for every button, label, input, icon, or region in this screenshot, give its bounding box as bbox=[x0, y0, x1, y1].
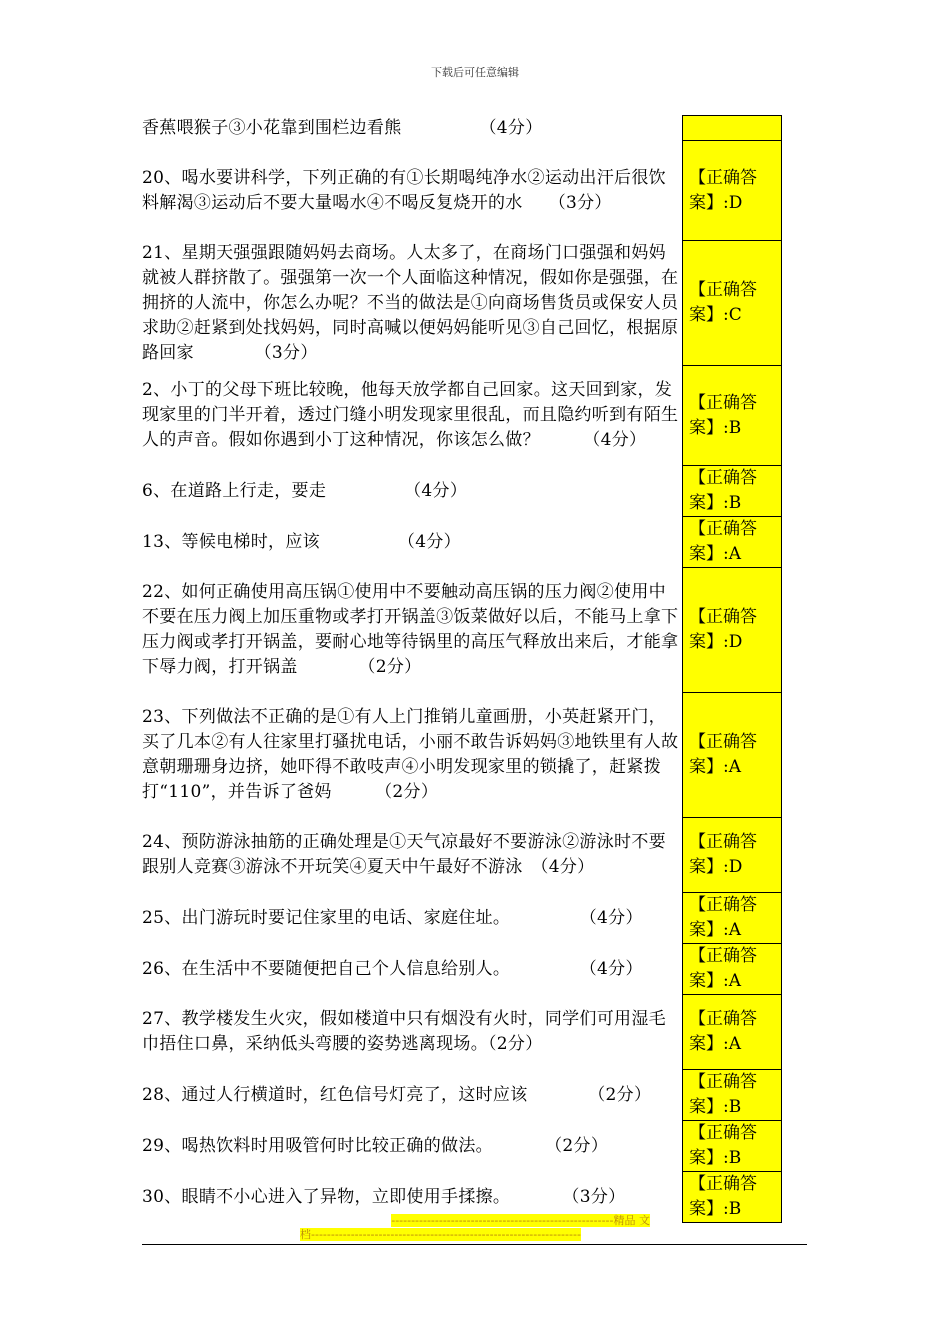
footer-text-1: --------------------------------------------------------精品 文 bbox=[391, 1214, 650, 1227]
question-text: 2、小丁的父母下班比较晚，他每天放学都自己回家。这天回到家，发现家里的门半开着，透过门缝小明发现家里很乱，而且隐约听到有陌生人的声音。假如你遇到小丁这种情况，你该怎么做？ （4分） bbox=[142, 380, 679, 450]
answer-box: 【正确答案】:A bbox=[683, 995, 782, 1070]
answer-box: 【正确答案】:B bbox=[683, 1172, 782, 1223]
question-row bbox=[142, 1121, 782, 1172]
answer-box: 【正确答案】:B bbox=[683, 466, 782, 517]
question-row bbox=[142, 141, 782, 241]
question-row bbox=[142, 466, 782, 517]
question-row bbox=[142, 818, 782, 893]
question-text: 23、下列做法不正确的是①有人上门推销儿童画册，小英赶紧开门，买了几本②有人往家里打骚扰电话，小丽不敢告诉妈妈③地铁里有人故意朝珊珊身边挤，她吓得不敢吱声④小明发现家里的锁撬了，赶紧拨打“110”，并告诉了爸妈 （2分） bbox=[142, 707, 679, 802]
question-text: 21、星期天强强跟随妈妈去商场。人太多了，在商场门口强强和妈妈就被人群挤散了。强强第一次一个人面临这种情况，假如你是强强，在拥挤的人流中，你怎么办呢？不当的做法是①向商场售货员或保安人员求助②赶紧到处找妈妈，同时高喊以便妈妈能听见③自己回忆，根据原路回家 （3分） bbox=[142, 242, 679, 363]
answer-box: 【正确答案】:C bbox=[683, 241, 782, 366]
answer-box: 【正确答案】:B bbox=[683, 1121, 782, 1172]
answer-box: 【正确答案】:A bbox=[683, 693, 782, 818]
footer-text-2: 档-------------------------------------------------------------------- bbox=[300, 1228, 581, 1241]
answer-box: 【正确答案】:A bbox=[683, 517, 782, 568]
footer-line-2 bbox=[300, 1227, 650, 1242]
question-text: 28、通过人行横道时，红色信号灯亮了，这时应该 （2分） bbox=[142, 1084, 652, 1105]
answer-box: 【正确答案】:A bbox=[683, 893, 782, 944]
question-row bbox=[142, 944, 782, 995]
question-text: 13、等候电梯时，应该 （4分） bbox=[142, 531, 461, 552]
question-row bbox=[142, 693, 782, 818]
question-text: 香蕉喂猴子③小花靠到围栏边看熊 （4分） bbox=[142, 117, 543, 138]
question-text: 27、教学楼发生火灾，假如楼道中只有烟没有火时，同学们可用湿毛巾捂住口鼻，采纳低头弯腰的姿势逃离现场。（2分） bbox=[142, 1009, 666, 1054]
footer-rule bbox=[142, 1244, 807, 1245]
question-row bbox=[142, 517, 782, 568]
question-text: 25、出门游玩时要记住家里的电话、家庭住址。 （4分） bbox=[142, 907, 643, 928]
answer-box: 【正确答案】:B bbox=[683, 1070, 782, 1121]
footer-line-1 bbox=[300, 1213, 650, 1228]
answer-box: 【正确答案】:D bbox=[683, 141, 782, 241]
question-row bbox=[142, 995, 782, 1070]
page-header: 下载后可任意编辑 bbox=[431, 66, 519, 79]
question-row bbox=[142, 893, 782, 944]
question-row bbox=[142, 366, 782, 466]
question-row bbox=[142, 1070, 782, 1121]
question-text: 22、如何正确使用高压锅①使用中不要触动高压锅的压力阀②使用中不要在压力阀上加压重物或孝打开锅盖③饭菜做好以后，不能马上拿下压力阀或孝打开锅盖，要耐心地等待锅里的高压气释放出来后，才能拿下辱力阀，打开锅盖 （2分） bbox=[142, 582, 679, 677]
answer-box: 【正确答案】:B bbox=[683, 366, 782, 466]
question-row bbox=[142, 568, 782, 693]
question-row bbox=[142, 116, 782, 141]
question-text: 20、喝水要讲科学，下列正确的有①长期喝纯净水②运动出汗后很饮料解渴③运动后不要大量喝水④不喝反复烧开的水 （3分） bbox=[142, 167, 666, 213]
answer-box bbox=[683, 116, 782, 141]
question-text: 6、在道路上行走，要走 （4分） bbox=[142, 480, 468, 501]
question-text: 26、在生活中不要随便把自己个人信息给别人。 （4分） bbox=[142, 958, 643, 979]
answer-box: 【正确答案】:D bbox=[683, 818, 782, 893]
answer-box: 【正确答案】:A bbox=[683, 944, 782, 995]
question-text: 24、预防游泳抽筋的正确处理是①天气凉最好不要游泳②游泳时不要跟别人竞赛③游泳不开玩笑④夏天中午最好不游泳 （4分） bbox=[142, 832, 666, 877]
answer-box: 【正确答案】:D bbox=[683, 568, 782, 693]
question-row bbox=[142, 241, 782, 366]
question-text: 30、眼睛不小心进入了异物，立即使用手揉擦。 （3分） bbox=[142, 1186, 626, 1207]
question-text: 29、喝热饮料时用吸管何时比较正确的做法。 （2分） bbox=[142, 1135, 609, 1156]
question-table bbox=[142, 115, 782, 1223]
